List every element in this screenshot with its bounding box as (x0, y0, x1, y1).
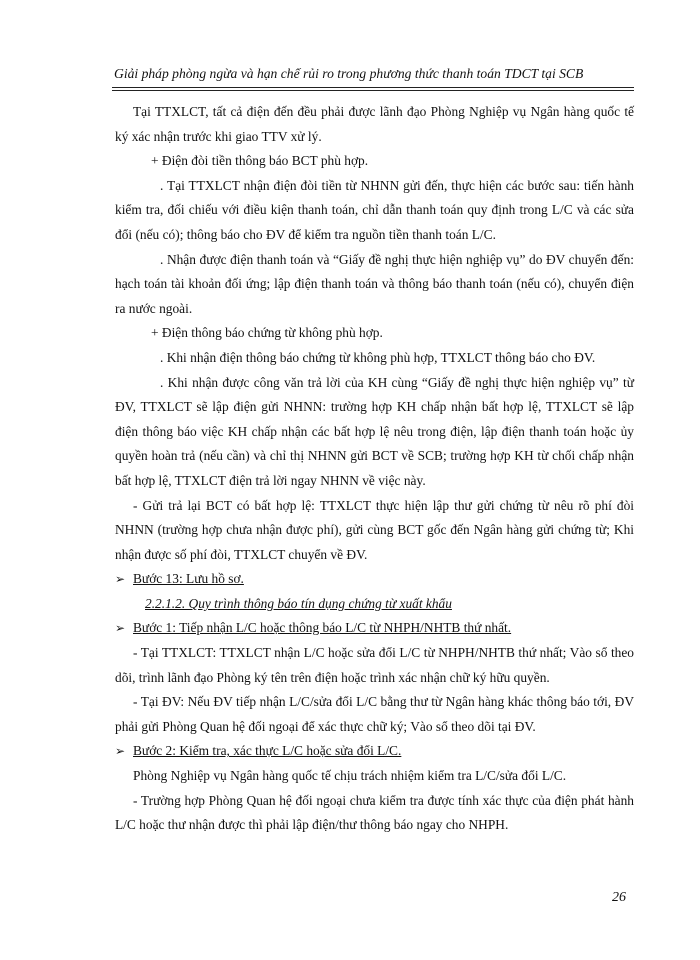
section-title: 2.2.1.2. Quy trình thông báo tín dụng chứng từ xuất khẩu (145, 595, 452, 611)
step-title: Bước 2: Kiểm tra, xác thực L/C hoặc sửa đổi L/C. (133, 743, 402, 759)
step-title: Bước 1: Tiếp nhận L/C hoặc thông báo L/C từ NHPH/NHTB thứ nhất. (133, 620, 512, 636)
section-heading (115, 592, 634, 617)
header-rule-top (112, 87, 634, 88)
paragraph: - Gửi trả lại BCT có bất hợp lệ: TTXLCT thực hiện lập thư gửi chứng từ nêu rõ phí đòi NHNN (trường hợp chưa nhận được phí), gửi cùng BCT gốc đến Ngân hàng gửi chứng từ; Khi nhận được số phí đòi, TTXLCT chuyển về ĐV. (115, 497, 634, 562)
arrow-bullet-icon: ➢ (115, 621, 126, 636)
paragraph: . Tại TTXLCT nhận điện đòi tiền từ NHNN gửi đến, thực hiện các bước sau: tiến hành kiểm tra, đối chiếu với điều kiện thanh toán, chỉ dẫn thanh toán quy định trong L/C và các sửa đổi (nếu có); thông báo cho ĐV để kiểm tra nguồn tiền thanh toán L/C. (115, 177, 634, 242)
step-heading (115, 616, 634, 641)
paragraph: - Tại ĐV: Nếu ĐV tiếp nhận L/C/sửa đổi L/C bằng thư từ Ngân hàng khác thông báo tới, ĐV phải gửi Phòng Quan hệ đối ngoại để xác thực chữ ký; Vào sổ theo dõi tại ĐV. (115, 694, 634, 734)
step-heading (115, 567, 634, 592)
paragraph: + Điện thông báo chứng từ không phù hợp. (151, 325, 383, 341)
paragraph: - Trường hợp Phòng Quan hệ đối ngoại chưa kiểm tra được tính xác thực của điện phát hành L/C hoặc thư nhận được thì phải lập điện/thư thông báo ngay cho NHPH. (115, 792, 634, 833)
page-header-title: Giải pháp phòng ngừa và hạn chế rủi ro trong phương thức thanh toán TDCT tại SCB (114, 66, 584, 81)
arrow-bullet-icon: ➢ (115, 572, 126, 587)
paragraph: + Điện đòi tiền thông báo BCT phù hợp. (151, 153, 369, 169)
step-heading (115, 739, 634, 764)
page-number: 26 (612, 890, 626, 905)
page-body (115, 100, 634, 838)
header-rule-bottom (112, 90, 634, 91)
paragraph: . Khi nhận điện thông báo chứng từ không phù hợp, TTXLCT thông báo cho ĐV. (160, 349, 596, 365)
arrow-bullet-icon: ➢ (115, 744, 126, 759)
paragraph: Phòng Nghiệp vụ Ngân hàng quốc tế chịu trách nhiệm kiểm tra L/C/sửa đổi L/C. (133, 768, 567, 784)
step-title: Bước 13: Lưu hồ sơ. (133, 571, 244, 587)
paragraph: . Khi nhận được công văn trả lời của KH cùng “Giấy đề nghị thực hiện nghiệp vụ” từ ĐV, TTXLCT sẽ lập điện gửi NHNN: trường hợp KH chấp nhận bất hợp lệ, TTXLCT sẽ lập điện thông báo việc KH chấp nhận các bất hợp lệ nêu trong điện, lập điện thanh toán hoặc ủy quyền hoàn trả (nếu cần) và chỉ thị NHNN gửi BCT về SCB; trường hợp KH từ chối chấp nhận bất hợp lệ, TTXLCT điện trả lời ngay NHNN về việc này. (115, 374, 634, 488)
paragraph: - Tại TTXLCT: TTXLCT nhận L/C hoặc sửa đổi L/C từ NHPH/NHTB thứ nhất; Vào sổ theo dõi, trình lãnh đạo Phòng ký tên trên điện hoặc trình xác nhận chữ ký hữu quyền. (115, 645, 634, 685)
paragraph: . Nhận được điện thanh toán và “Giấy đề nghị thực hiện nghiệp vụ” do ĐV chuyển đến: hạch toán tài khoản đối ứng; lập điện thanh toán và thông báo thanh toán (nếu có), chuyển điện ra nước ngoài. (115, 251, 634, 316)
paragraph: Tại TTXLCT, tất cả điện đến đều phải được lãnh đạo Phòng Nghiệp vụ Ngân hàng quốc tế ký xác nhận trước khi giao TTV xử lý. (115, 104, 634, 144)
